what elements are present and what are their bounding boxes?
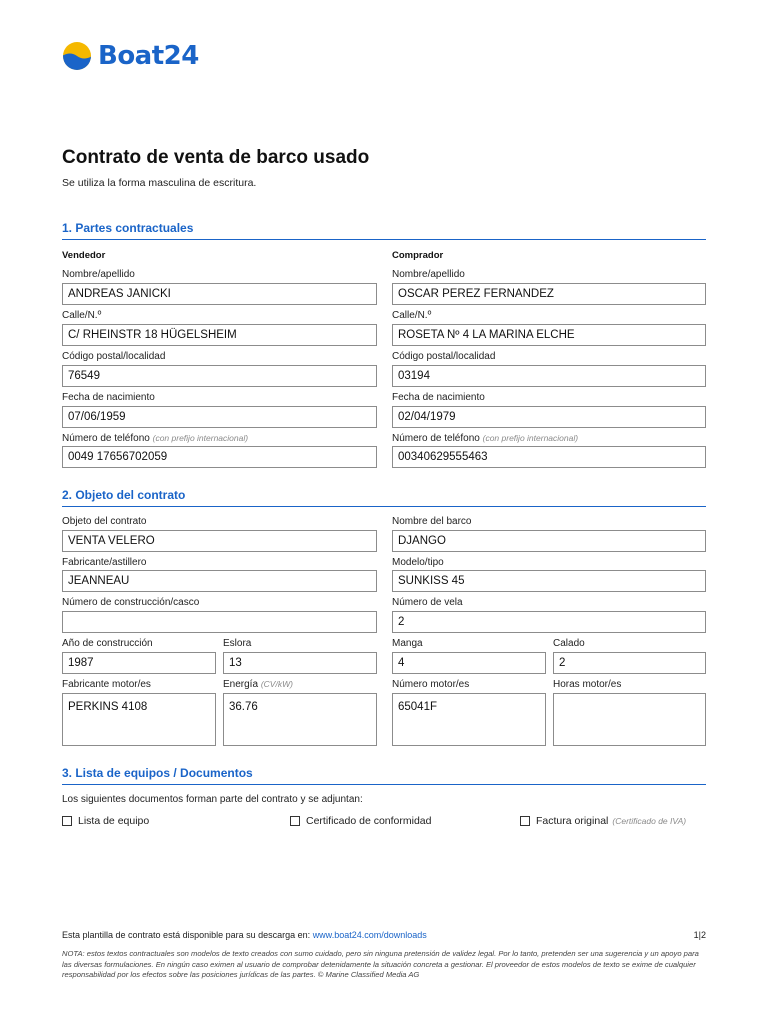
- model-label: Modelo/tipo: [392, 557, 444, 568]
- buyer-dob-field[interactable]: 02/04/1979: [392, 406, 706, 428]
- buyer-dob-label: Fecha de nacimiento: [392, 392, 485, 403]
- hull-number-label: Número de construcción/casco: [62, 597, 200, 608]
- checkbox-icon[interactable]: [62, 816, 72, 826]
- phone-hint: (con prefijo internacional): [152, 433, 249, 443]
- seller-phone-field[interactable]: 0049 17656702059: [62, 446, 377, 468]
- footer-download: Esta plantilla de contrato está disponible para su descarga en: www.boat24.com/downloads 1|2: [62, 930, 706, 940]
- section-heading-equipment: 3. Lista de equipos / Documentos: [62, 766, 706, 785]
- seller-heading: Vendedor: [62, 250, 106, 261]
- engine-number-field[interactable]: 65041F: [392, 693, 546, 746]
- beam-field[interactable]: 4: [392, 652, 546, 674]
- sail-number-label: Número de vela: [392, 597, 463, 608]
- brand-name: Boat24: [98, 41, 199, 71]
- boat-name-field[interactable]: DJANGO: [392, 530, 706, 552]
- engine-maker-field[interactable]: PERKINS 4108: [62, 693, 216, 746]
- seller-street-label: Calle/N.º: [62, 310, 102, 321]
- checkbox-icon[interactable]: [520, 816, 530, 826]
- engine-number-label: Número motor/es: [392, 679, 470, 690]
- buyer-postal-label: Código postal/localidad: [392, 351, 496, 362]
- download-link[interactable]: www.boat24.com/downloads: [312, 930, 427, 940]
- length-field[interactable]: 13: [223, 652, 377, 674]
- documents-intro: Los siguientes documentos forman parte del contrato y se adjuntan:: [62, 794, 363, 805]
- beam-label: Manga: [392, 638, 423, 649]
- buyer-name-label: Nombre/apellido: [392, 269, 465, 280]
- boat-name-label: Nombre del barco: [392, 516, 472, 527]
- seller-dob-field[interactable]: 07/06/1959: [62, 406, 377, 428]
- buyer-phone-field[interactable]: 00340629555463: [392, 446, 706, 468]
- engine-hours-field[interactable]: [553, 693, 706, 746]
- object-label: Objeto del contrato: [62, 516, 147, 527]
- engine-maker-label: Fabricante motor/es: [62, 679, 151, 690]
- phone-hint: (con prefijo internacional): [482, 433, 579, 443]
- page-number: 1|2: [693, 930, 706, 940]
- document-title: Contrato de venta de barco usado: [62, 147, 370, 168]
- object-field[interactable]: VENTA VELERO: [62, 530, 377, 552]
- draft-label: Calado: [553, 638, 585, 649]
- draft-field[interactable]: 2: [553, 652, 706, 674]
- document-subtitle: Se utiliza la forma masculina de escritura.: [62, 177, 257, 189]
- power-field[interactable]: 36.76: [223, 693, 377, 746]
- seller-dob-label: Fecha de nacimiento: [62, 392, 155, 403]
- checkbox-equipment-list[interactable]: Lista de equipo: [62, 815, 149, 827]
- seller-postal-field[interactable]: 76549: [62, 365, 377, 387]
- buyer-heading: Comprador: [392, 250, 444, 261]
- engine-hours-label: Horas motor/es: [553, 679, 622, 690]
- manufacturer-field[interactable]: JEANNEAU: [62, 570, 377, 592]
- power-label: Energía (CV/kW): [223, 679, 293, 690]
- hull-number-field[interactable]: [62, 611, 377, 633]
- section-heading-parties: 1. Partes contractuales: [62, 221, 706, 240]
- buyer-street-field[interactable]: ROSETA Nº 4 LA MARINA ELCHE: [392, 324, 706, 346]
- seller-name-field[interactable]: ANDREAS JANICKI: [62, 283, 377, 305]
- sun-wave-logo-icon: [62, 41, 92, 71]
- checkbox-icon[interactable]: [290, 816, 300, 826]
- checkbox-original-invoice[interactable]: Factura original (Certificado de IVA): [520, 815, 686, 827]
- section-heading-object: 2. Objeto del contrato: [62, 488, 706, 507]
- buyer-name-field[interactable]: OSCAR PEREZ FERNANDEZ: [392, 283, 706, 305]
- buyer-postal-field[interactable]: 03194: [392, 365, 706, 387]
- seller-street-field[interactable]: C/ RHEINSTR 18 HÜGELSHEIM: [62, 324, 377, 346]
- buyer-street-label: Calle/N.º: [392, 310, 432, 321]
- invoice-hint: (Certificado de IVA): [612, 816, 687, 826]
- model-field[interactable]: SUNKISS 45: [392, 570, 706, 592]
- buyer-phone-label: Número de teléfono (con prefijo internacional): [392, 433, 579, 444]
- power-unit-hint: (CV/kW): [260, 679, 293, 689]
- checkbox-conformity-certificate[interactable]: Certificado de conformidad: [290, 815, 431, 827]
- seller-phone-label: Número de teléfono (con prefijo internacional): [62, 433, 249, 444]
- sail-number-field[interactable]: 2: [392, 611, 706, 633]
- length-label: Eslora: [223, 638, 252, 649]
- year-label: Año de construcción: [62, 638, 153, 649]
- manufacturer-label: Fabricante/astillero: [62, 557, 147, 568]
- seller-postal-label: Código postal/localidad: [62, 351, 166, 362]
- legal-note: NOTA: estos textos contractuales son modelos de texto creados con sumo cuidado, pero sin ninguna pretensión de validez legal. Por lo tanto, pretenden ser una sugerencia y un apoyo para las diversas formulaciones. En ningún caso eximen al usuario de comprobar detenidamente la situación concreta a gestionar. El proveedor de estos modelos de texto se exime de cualquier responsabilidad por los efectos sobre las posiciones jurídicas de las partes. © Marine Classified Media AG: [62, 949, 699, 979]
- brand-logo: [62, 40, 199, 72]
- year-field[interactable]: 1987: [62, 652, 216, 674]
- seller-name-label: Nombre/apellido: [62, 269, 135, 280]
